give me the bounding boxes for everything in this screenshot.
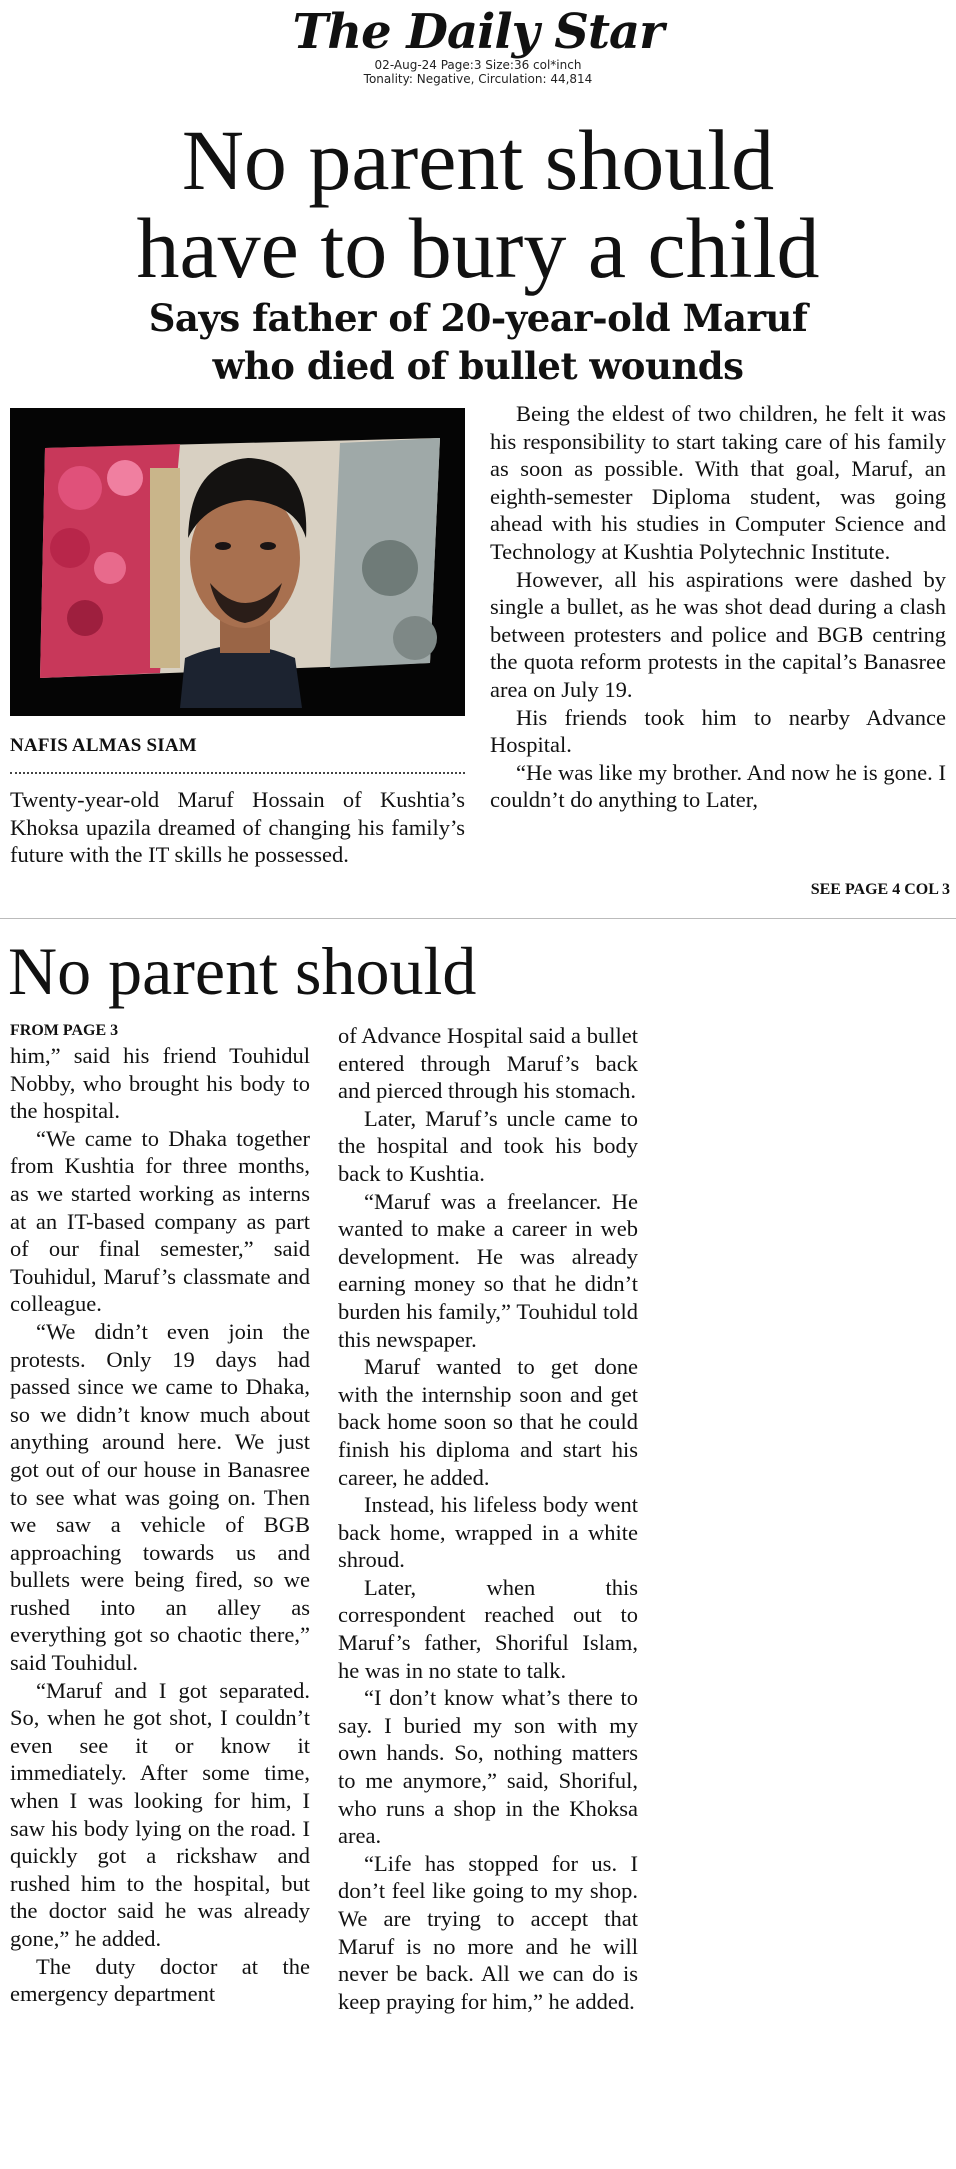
paragraph: Being the eldest of two children, he felt it was his responsibility to start taking care of his family as soon as possible. With that goal, Maruf, an eighth-semester Diploma student, was going ahead with his studies in Computer Science and Technology at Kushtia Polytechnic Institute. (490, 401, 946, 564)
paragraph: “I don’t know what’s there to say. I buried my son with my own hands. So, nothing matters to me anymore,” said, Shoriful, who runs a shop in the Khoksa area. (338, 1685, 638, 1849)
paragraph: of Advance Hospital said a bullet entered through Maruf’s back and pierced through his stomach. (338, 1023, 638, 1104)
paragraph: His friends took him to nearby Advance Hospital. (490, 704, 946, 758)
subheadline-line-1: Says father of 20-year-old Maruf (148, 296, 808, 340)
right-column (490, 400, 946, 814)
paragraph: “We didn’t even join the protests. Only 19 days had passed since we came to Dhaka, so we didn’t know much about anything around here. We just got out of our house in Banasree to see what was going on. Then we saw a vehicle of BGB approaching towards us and bullets were being fired, so we rushed into an alley as everything got so chaotic there,” said Touhidul. (10, 1318, 310, 1676)
lead-paragraph-column (10, 786, 465, 869)
paragraph: Later, Maruf’s uncle came to the hospital and took his body back to Kushtia. (338, 1105, 638, 1186)
paragraph: “Maruf was a freelancer. He wanted to make a career in web development. He was already earning money so that he didn’t burden his family,” Touhidul told this newspaper. (338, 1188, 638, 1352)
continuation-headline: No parent should (8, 933, 477, 1009)
subheadline-line-2: who died of bullet wounds (212, 344, 744, 388)
byline-divider (10, 772, 465, 774)
paragraph: “He was like my brother. And now he is gone. I couldn’t do anything to Later, (490, 759, 946, 813)
clipping-meta-line-2: Tonality: Negative, Circulation: 44,814 (363, 72, 593, 86)
continuation-column-1 (10, 1042, 310, 2008)
portrait-photo (10, 408, 465, 716)
from-page-label: FROM PAGE 3 (10, 1022, 119, 1039)
jump-line: SEE PAGE 4 COL 3 (810, 881, 950, 898)
masthead-logo: The Daily Star (292, 4, 664, 60)
headline-line-2: have to bury a child (136, 200, 820, 296)
clipping-meta-line-1: 02-Aug-24 Page:3 Size:36 col*inch (374, 58, 582, 72)
paragraph: Later, when this correspondent reached out to Maruf’s father, Shoriful Islam, he was in no state to talk. (338, 1574, 638, 1683)
section-divider (0, 918, 956, 919)
lead-paragraph: Twenty-year-old Maruf Hossain of Kushtia’s Khoksa upazila dreamed of changing his family’s future with the IT skills he possessed. (10, 787, 465, 868)
byline: NAFIS ALMAS SIAM (10, 735, 197, 756)
headline-line-1: No parent should (181, 112, 775, 208)
paragraph: However, all his aspirations were dashed by single a bullet, as he was shot dead during a clash between protesters and police and BGB centring the quota reform protests in the capital’s Banasree area on July 19. (490, 566, 946, 702)
paragraph: Maruf wanted to get done with the internship soon and get back home soon so that he could finish his diploma and start his career, he added. (338, 1354, 638, 1490)
paragraph: Instead, his lifeless body went back home, wrapped in a white shroud. (338, 1492, 638, 1573)
paragraph: “We came to Dhaka together from Kushtia for three months, as we started working as interns at an IT-based company as part of our final semester,” said Touhidul, Maruf’s classmate and colleague. (10, 1125, 310, 1317)
continuation-column-2 (338, 1022, 638, 2015)
paragraph: him,” said his friend Touhidul Nobby, who brought his body to the hospital. (10, 1043, 310, 1124)
paragraph: “Maruf and I got separated. So, when he got shot, I couldn’t even see it or know it immediately. After some time, when I was looking for him, I saw his body lying on the road. I quickly got a rickshaw and rushed him to the hospital, but the doctor said he was already gone,” he added. (10, 1677, 310, 1951)
paragraph: The duty doctor at the emergency department (10, 1953, 310, 2007)
paragraph: “Life has stopped for us. I don’t feel like going to my shop. We are trying to accept that Maruf is no more and he will never be back. All we can do is keep praying for him,” he added. (338, 1850, 638, 2014)
